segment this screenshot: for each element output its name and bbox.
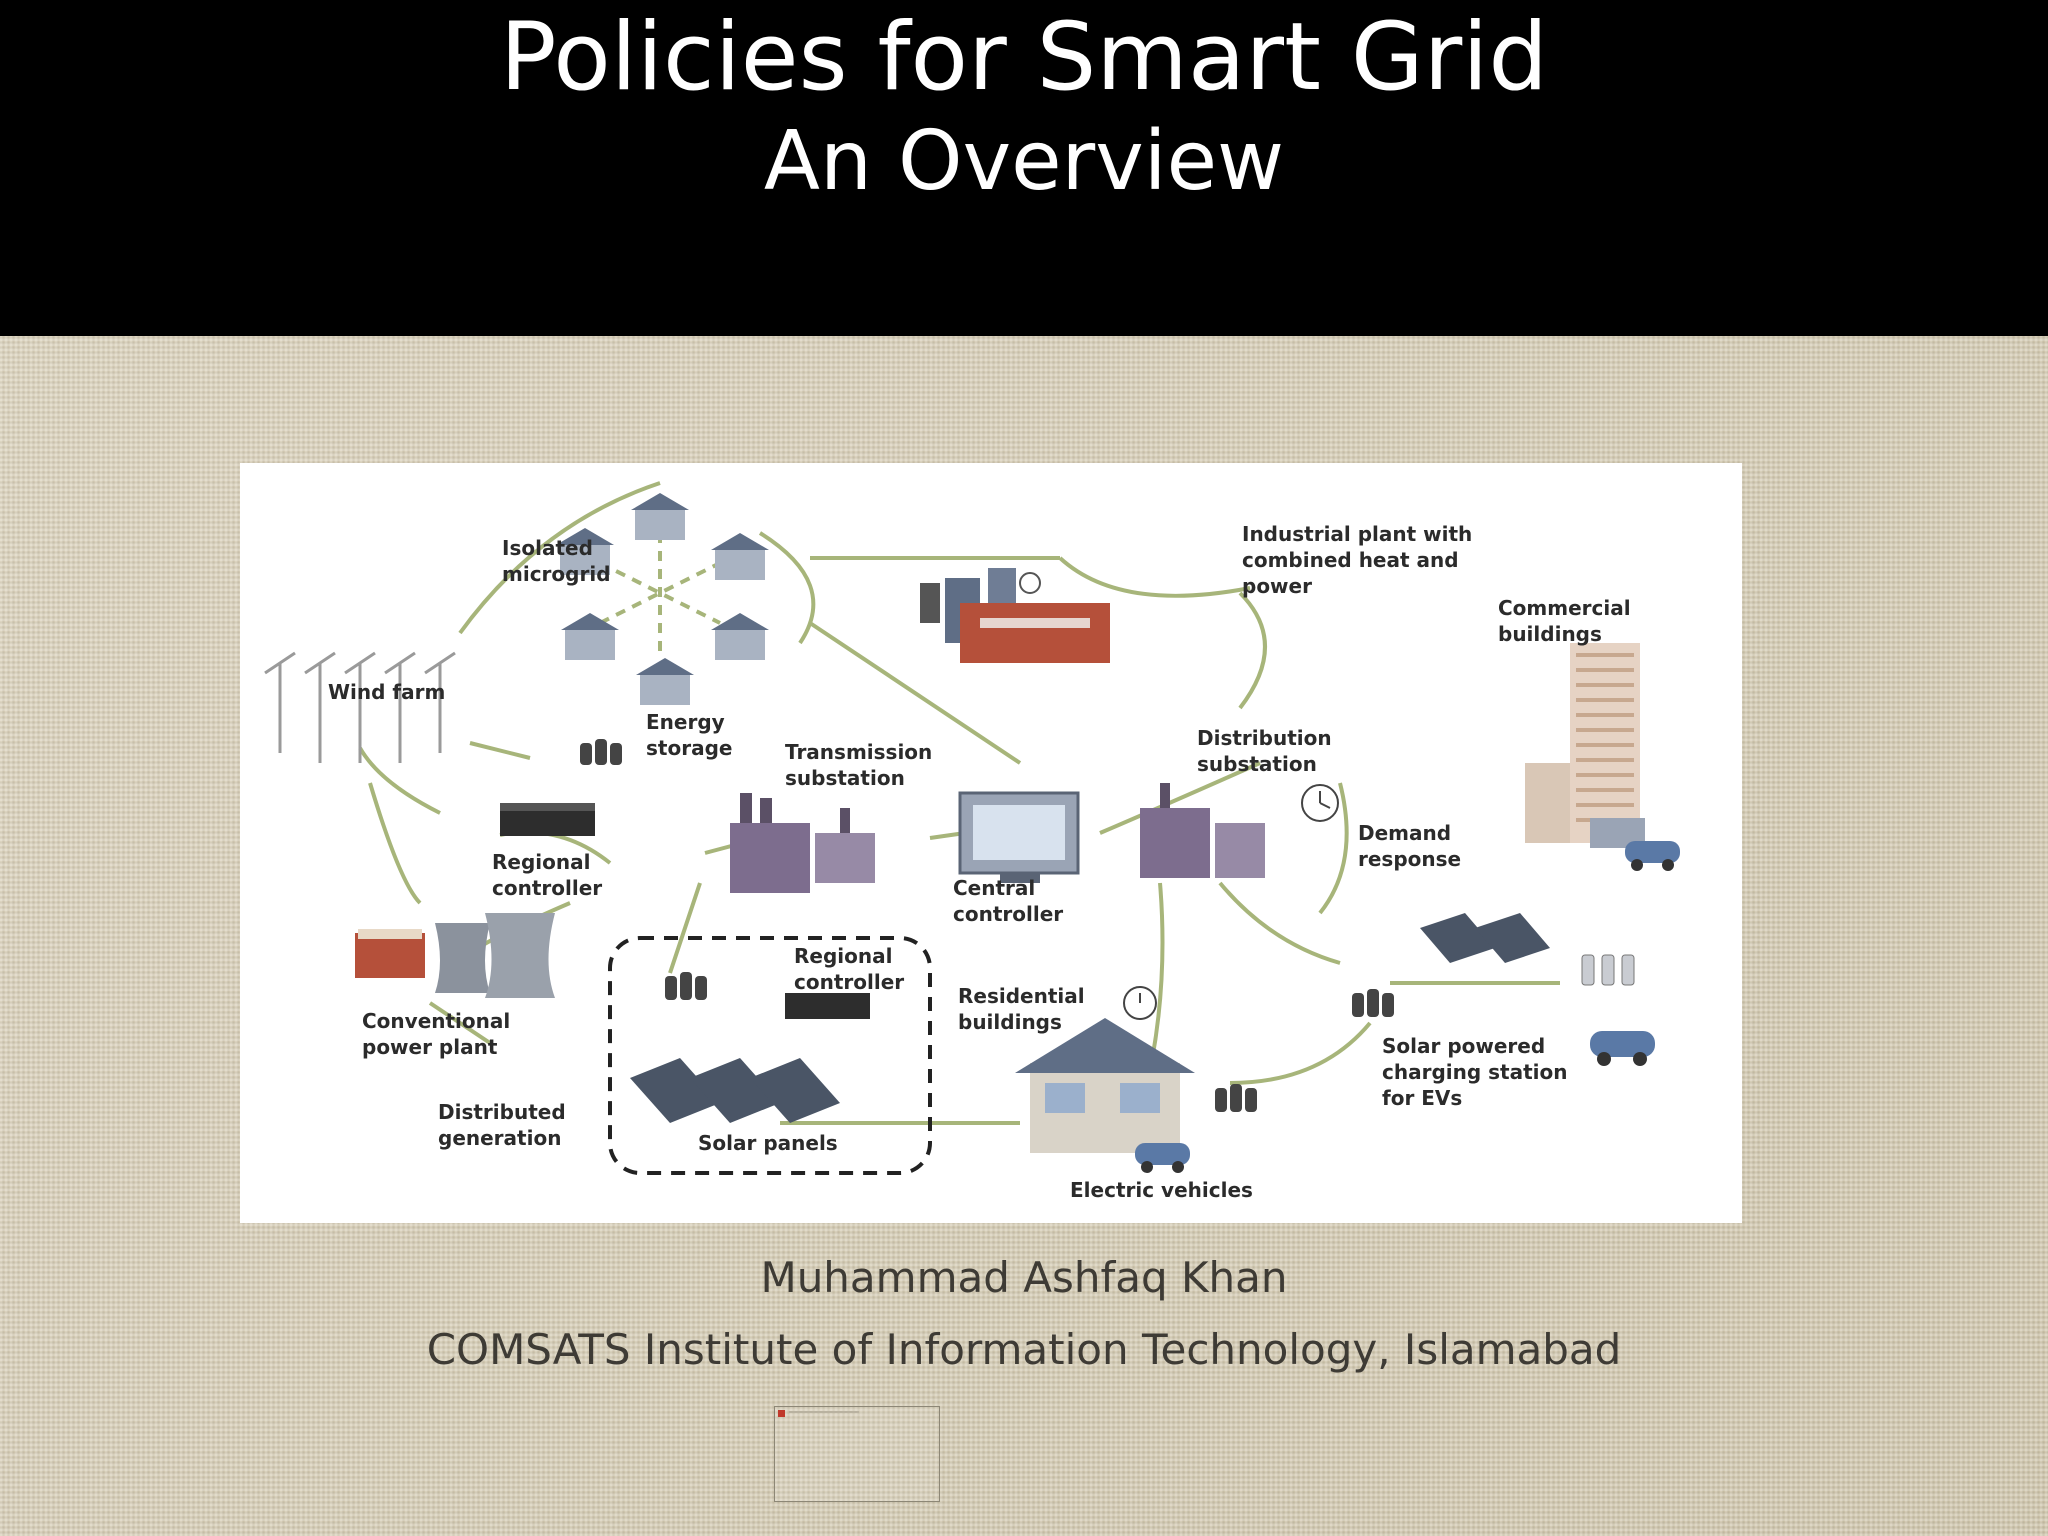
microgrid-hub	[600, 533, 720, 653]
cluster-storage-icon	[665, 972, 707, 1000]
residential-ev-icon	[1135, 1143, 1190, 1173]
distribution-substation-icon	[1140, 783, 1265, 878]
title-band	[0, 0, 2048, 336]
label-industrial-plant: Industrial plant with combined heat and power	[1242, 522, 1473, 598]
label-residential-buildings: Residential buildings	[958, 984, 1085, 1034]
microgrid-houses	[556, 493, 769, 705]
label-solar-charging-station: Solar powered charging station for EVs	[1382, 1034, 1568, 1110]
label-regional-controller: Regional controller	[492, 850, 603, 900]
conventional-power-plant-icon	[355, 913, 555, 998]
transmission-substation-icon	[730, 793, 875, 893]
broken-image-placeholder	[774, 1406, 940, 1502]
label-distribution-substation: Distribution substation	[1197, 726, 1332, 776]
label-conventional-power-plant: Conventional power plant	[362, 1009, 511, 1059]
wind-farm-icon	[265, 653, 455, 763]
central-controller-icon	[960, 793, 1078, 883]
institution-name: COMSATS Institute of Information Technology, Islamabad	[426, 1325, 1622, 1374]
residential-clock-icon	[1124, 987, 1156, 1019]
energy-storage-icon	[580, 739, 622, 765]
presenter-name: Muhammad Ashfaq Khan	[760, 1253, 1288, 1302]
label-transmission-substation: Transmission substation	[785, 740, 933, 790]
label-demand-response: Demand response	[1358, 821, 1462, 871]
label-energy-storage: Energy storage	[646, 710, 733, 760]
label-wind-farm: Wind farm	[328, 680, 446, 704]
demand-response-clock-icon	[1302, 785, 1338, 821]
residential-building-icon	[1015, 1018, 1195, 1153]
label-electric-vehicles: Electric vehicles	[1070, 1178, 1253, 1202]
commercial-buildings-icon	[1525, 643, 1645, 848]
slide-subtitle: An Overview	[763, 114, 1285, 209]
station-storage-icon	[1352, 989, 1394, 1017]
ev-car-icon	[1625, 841, 1680, 871]
regional-controller-icon	[500, 803, 595, 836]
residential-storage-icon	[1215, 1084, 1257, 1112]
station-ev-icon	[1590, 1031, 1655, 1066]
label-commercial-buildings: Commercial buildings	[1498, 596, 1631, 646]
cluster-solar-panels-icon	[630, 1058, 840, 1123]
broken-image-icon	[778, 1410, 785, 1417]
cluster-controller-icon	[785, 993, 870, 1019]
label-regional-controller-cluster: Regional controller	[794, 944, 905, 994]
label-distributed-generation: Distributed generation	[438, 1100, 566, 1150]
industrial-plant-icon	[920, 568, 1110, 663]
label-central-controller: Central controller	[953, 876, 1064, 926]
station-solar-panels-icon	[1420, 913, 1550, 963]
label-solar-panels: Solar panels	[698, 1131, 838, 1155]
broken-image-caption-line	[789, 1411, 859, 1413]
label-isolated-microgrid: Isolated microgrid	[502, 536, 611, 586]
slide-title: Policies for Smart Grid	[499, 3, 1549, 112]
charging-pumps-icon	[1582, 955, 1634, 985]
smart-grid-diagram	[240, 463, 1742, 1223]
